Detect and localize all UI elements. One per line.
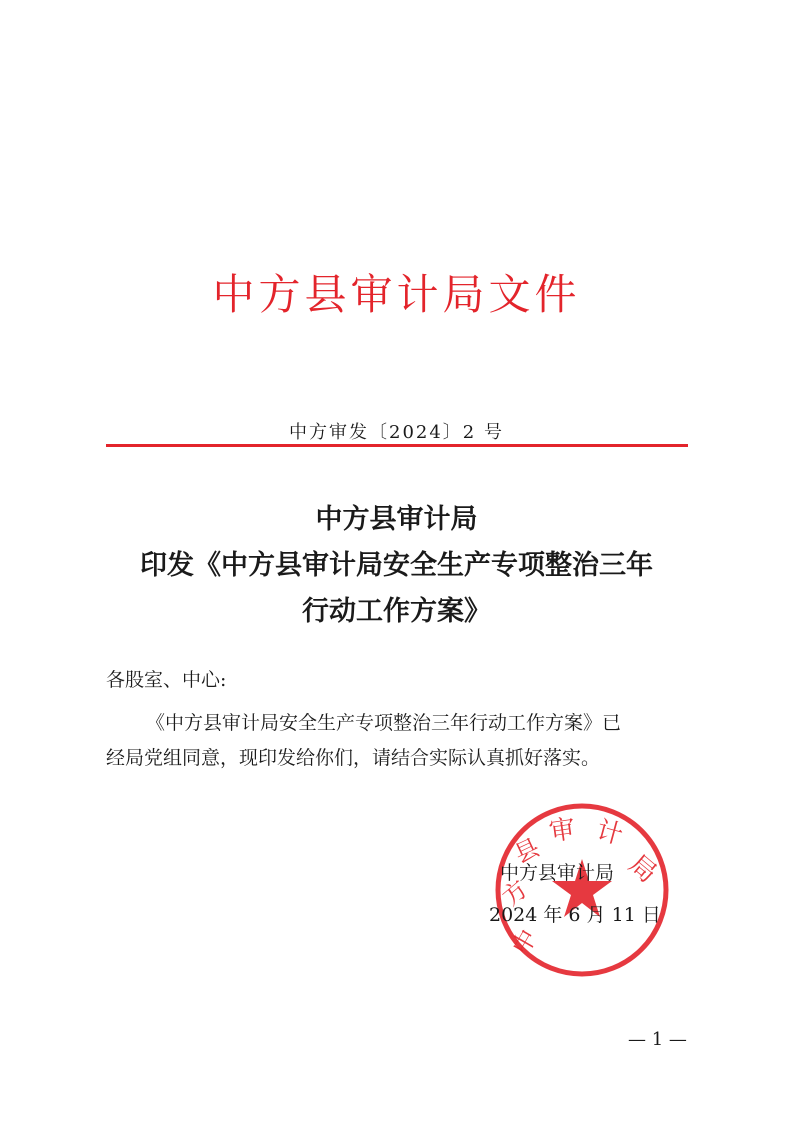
svg-text:中: 中 (506, 924, 543, 960)
official-seal-stamp (493, 801, 671, 979)
svg-text:方: 方 (496, 874, 534, 912)
masthead-title: 中方县审计局文件 (212, 270, 581, 319)
signature-date: 2024 年 6 月 11 日 (489, 904, 661, 926)
red-divider-rule (106, 444, 688, 447)
svg-text:审: 审 (547, 814, 578, 848)
body-paragraph-line-2: 经局党组同意，现印发给你们，请结合实际认真抓好落实。 (106, 747, 601, 769)
document-title-line-2: 印发《中方县审计局安全生产专项整治三年 (140, 550, 653, 581)
svg-text:计: 计 (593, 815, 626, 852)
svg-text:县: 县 (510, 833, 544, 869)
document-title-line-1: 中方县审计局 (315, 504, 478, 535)
document-number: 中方审发〔2024〕2 号 (289, 422, 504, 443)
body-paragraph-line-1: 《中方县审计局安全生产专项整治三年行动工作方案》已 (146, 712, 622, 734)
page-number: — 1 — (628, 1029, 687, 1050)
signature-organization: 中方县审计局 (500, 862, 615, 884)
svg-text:局: 局 (622, 849, 663, 890)
document-title-line-3: 行动工作方案》 (302, 596, 491, 627)
salutation: 各股室、中心: (106, 669, 227, 691)
